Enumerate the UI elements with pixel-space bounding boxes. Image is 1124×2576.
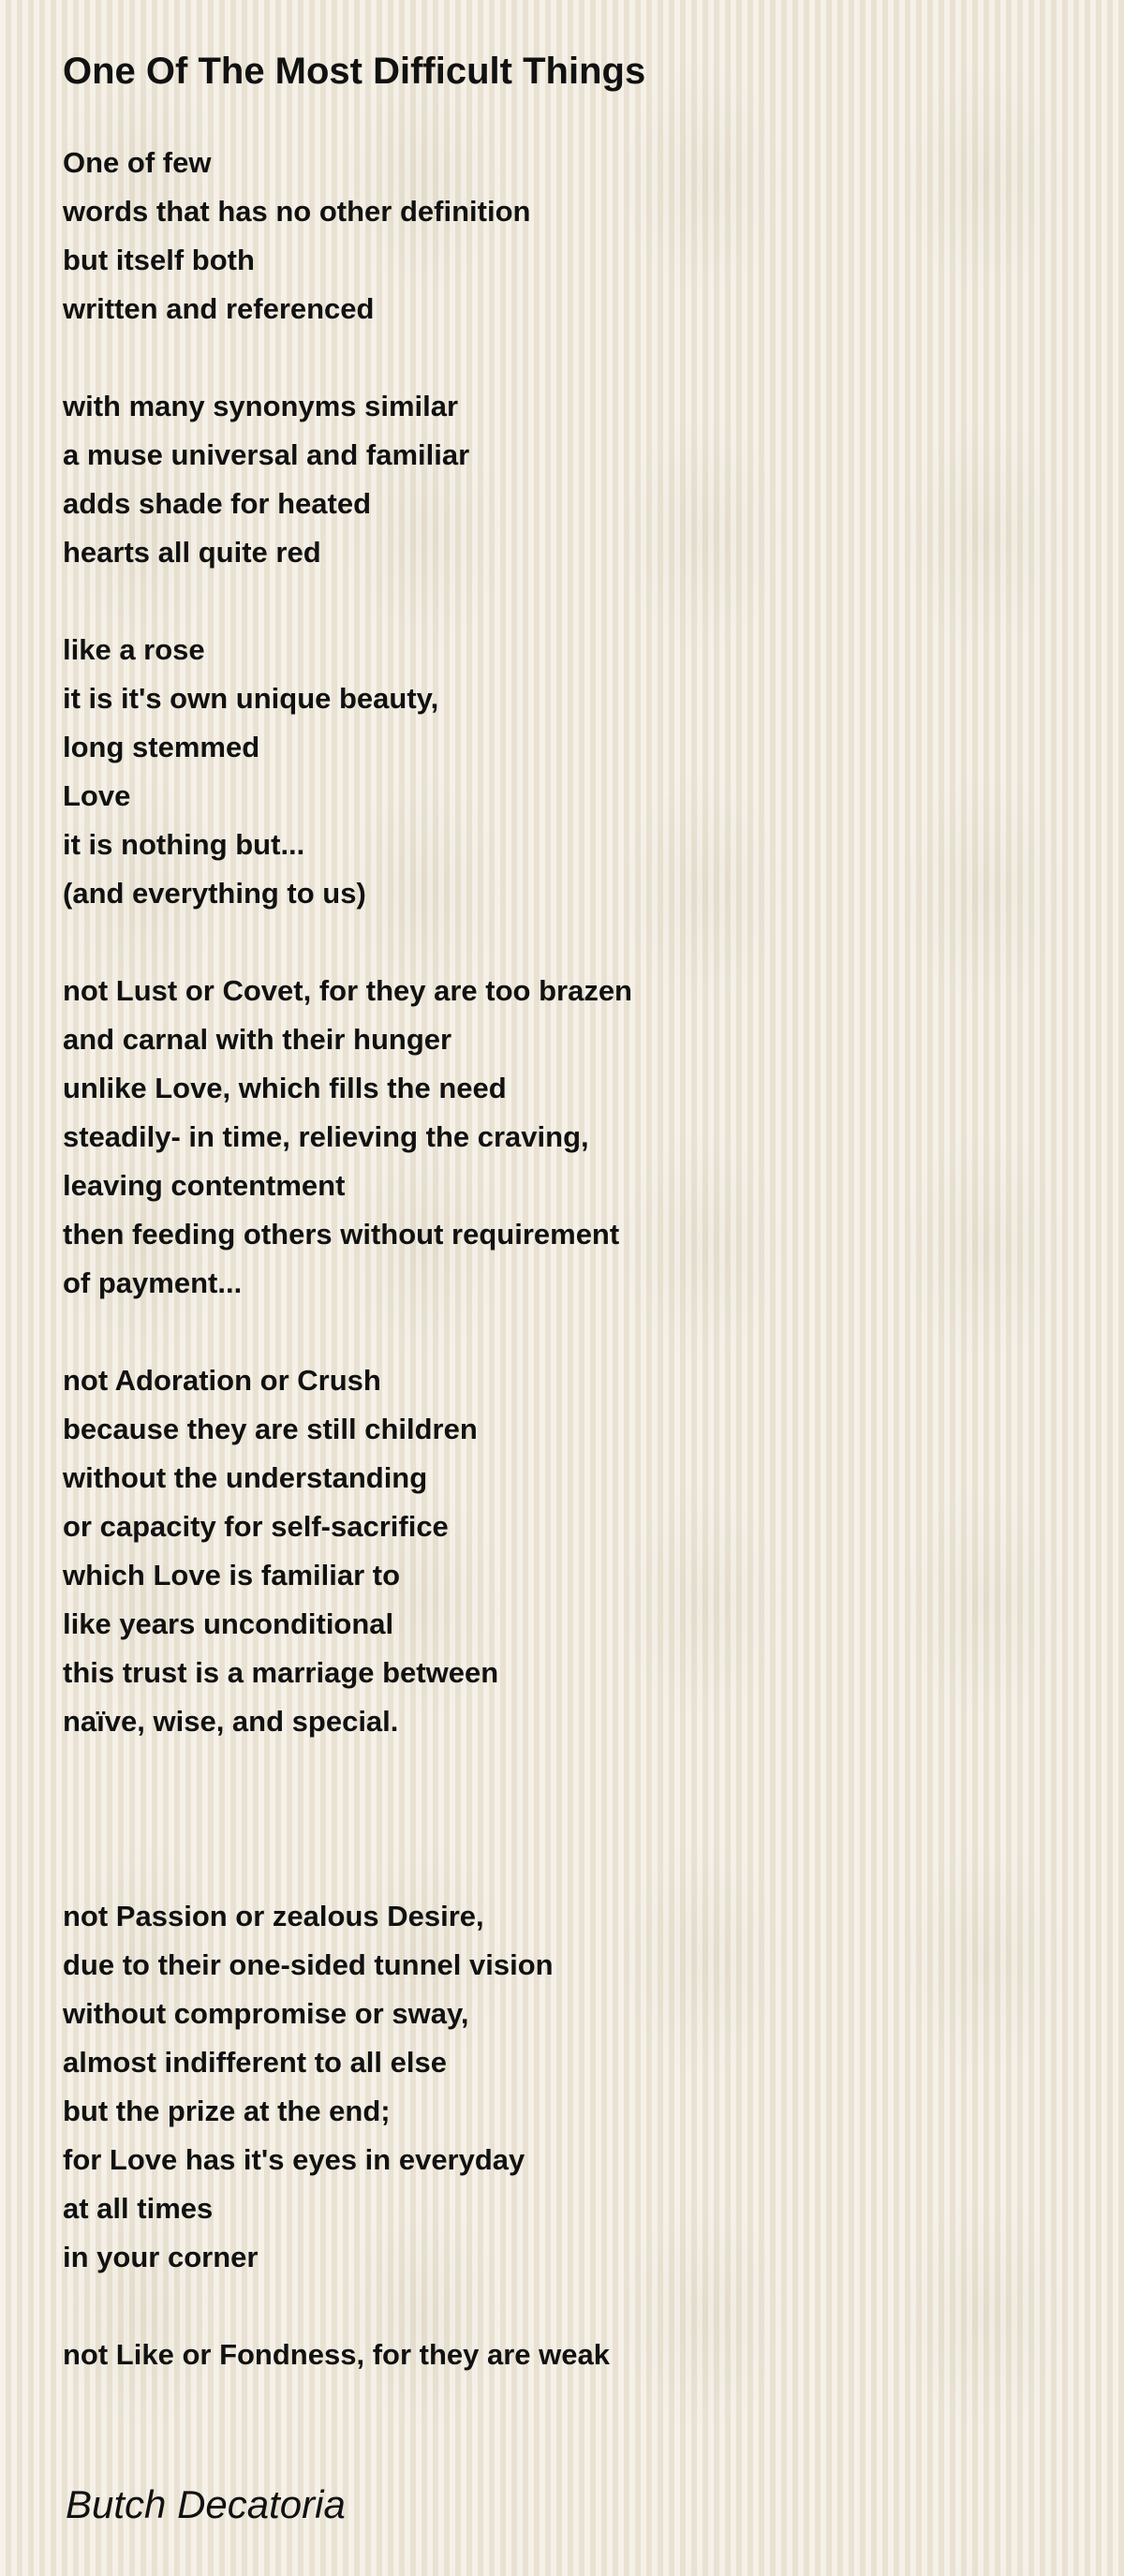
poem-line: due to their one-sided tunnel vision bbox=[63, 1948, 554, 1981]
poem-line: unlike Love, which fills the need bbox=[63, 1072, 507, 1104]
poem-line: of payment... bbox=[63, 1266, 243, 1299]
poem-title: One Of The Most Difficult Things bbox=[63, 51, 646, 92]
poem-line: Love bbox=[63, 779, 131, 812]
poem-line: without compromise or sway, bbox=[63, 1997, 469, 2030]
stanza-6 bbox=[63, 1892, 1046, 2282]
poem-line: but itself both bbox=[63, 244, 255, 276]
poem-line: then feeding others without requirement bbox=[63, 1218, 620, 1251]
poem-line: naïve, wise, and special. bbox=[63, 1705, 399, 1738]
poem-line: not Lust or Covet, for they are too brazen bbox=[63, 974, 632, 1007]
stanza-5 bbox=[63, 1356, 1046, 1746]
poem-line: like a rose bbox=[63, 633, 205, 666]
poem-line: this trust is a marriage between bbox=[63, 1656, 499, 1689]
poem-line: leaving contentment bbox=[63, 1169, 346, 1202]
poem-line: because they are still children bbox=[63, 1413, 478, 1445]
poem-line: written and referenced bbox=[63, 292, 375, 325]
stanza-1 bbox=[63, 139, 1046, 333]
poem-line: it is it's own unique beauty, bbox=[63, 682, 439, 715]
poem-line: for Love has it's eyes in everyday bbox=[63, 2143, 525, 2176]
stanza-4 bbox=[63, 967, 1046, 1308]
poem-line: (and everything to us) bbox=[63, 877, 366, 910]
poem-line: and carnal with their hunger bbox=[63, 1023, 452, 1056]
poem-line: not Passion or zealous Desire, bbox=[63, 1900, 484, 1932]
poem-line: with many synonyms similar bbox=[63, 390, 459, 422]
poem-line: One of few bbox=[63, 146, 212, 179]
poem-line: but the prize at the end; bbox=[63, 2095, 391, 2127]
stanza-7 bbox=[63, 2331, 1046, 2379]
poem-line: long stemmed bbox=[63, 731, 260, 763]
poem-line: a muse universal and familiar bbox=[63, 438, 470, 471]
poem-line: adds shade for heated bbox=[63, 487, 372, 520]
poem-line: without the understanding bbox=[63, 1461, 428, 1494]
stanza-2 bbox=[63, 382, 1046, 577]
poem-line: not Like or Fondness, for they are weak bbox=[63, 2338, 610, 2371]
poem-line: which Love is familiar to bbox=[63, 1559, 401, 1591]
poem-line: like years unconditional bbox=[63, 1607, 394, 1640]
poem-line: it is nothing but... bbox=[63, 828, 305, 861]
poem-line: or capacity for self-sacrifice bbox=[63, 1510, 449, 1543]
stanza-3 bbox=[63, 626, 1046, 918]
poem-line: at all times bbox=[63, 2192, 214, 2225]
poem-body bbox=[63, 139, 1046, 2428]
poem-line: hearts all quite red bbox=[63, 536, 321, 569]
poem-line: steadily- in time, relieving the craving, bbox=[63, 1120, 589, 1153]
poem-line: almost indifferent to all else bbox=[63, 2046, 447, 2079]
author-name: Butch Decatoria bbox=[66, 2482, 346, 2526]
poem-line: not Adoration or Crush bbox=[63, 1364, 381, 1397]
poem-line: words that has no other definition bbox=[63, 195, 531, 228]
poem-line: in your corner bbox=[63, 2241, 259, 2273]
